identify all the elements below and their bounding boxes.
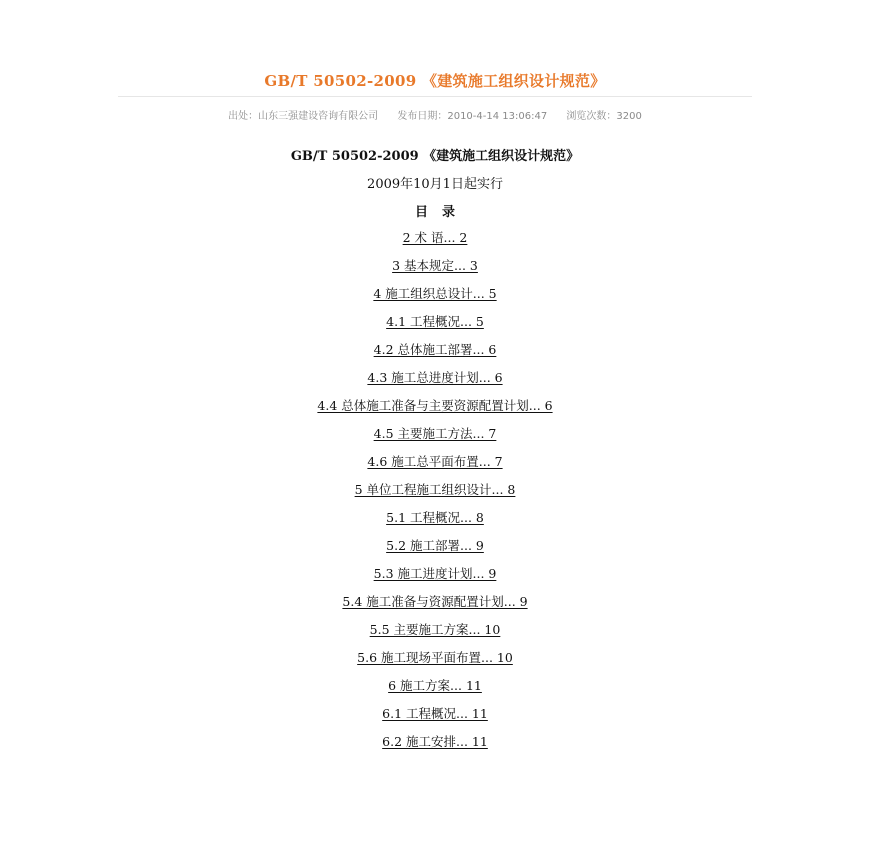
toc-link[interactable]: 6.1 工程概况... 11	[382, 706, 488, 721]
toc-heading: 目录	[414, 205, 469, 220]
toc-item	[0, 537, 870, 565]
toc-link[interactable]: 4.4 总体施工准备与主要资源配置计划... 6	[317, 398, 553, 413]
toc-link[interactable]: 4.1 工程概况... 5	[386, 314, 484, 329]
article-title: GB/T 50502-2009 《建筑施工组织设计规范》	[264, 72, 606, 90]
toc-item	[0, 425, 870, 453]
toc-item	[0, 341, 870, 369]
toc-link[interactable]: 6 施工方案... 11	[388, 678, 482, 693]
toc-item	[0, 453, 870, 481]
toc-item	[0, 285, 870, 313]
toc-link[interactable]: 5.2 施工部署... 9	[386, 538, 484, 553]
toc-link[interactable]: 5.4 施工准备与资源配置计划... 9	[342, 594, 528, 609]
toc-item	[0, 565, 870, 593]
toc-item	[0, 509, 870, 537]
toc-link[interactable]: 5.3 施工进度计划... 9	[373, 566, 497, 581]
meta-views: 浏览次数：3200	[566, 111, 642, 122]
article-meta	[0, 107, 870, 122]
toc-link[interactable]: 4.5 主要施工方法... 7	[373, 426, 497, 441]
header-divider	[118, 96, 752, 97]
toc-item	[0, 369, 870, 397]
document-title: GB/T 50502-2009 《建筑施工组织设计规范》	[290, 149, 580, 164]
table-of-contents	[0, 229, 870, 761]
meta-date: 发布日期：2010-4-14 13:06:47	[397, 111, 548, 122]
toc-link[interactable]: 5 单位工程施工组织设计... 8	[354, 482, 516, 497]
meta-source: 出处：山东三强建设咨询有限公司	[228, 111, 379, 122]
toc-item	[0, 649, 870, 677]
toc-item	[0, 621, 870, 649]
toc-item	[0, 229, 870, 257]
toc-item	[0, 397, 870, 425]
toc-link[interactable]: 3 基本规定... 3	[392, 258, 478, 273]
toc-link[interactable]: 2 术 语... 2	[402, 230, 468, 245]
toc-link[interactable]: 4.3 施工总进度计划... 6	[367, 370, 503, 385]
toc-link[interactable]: 4.2 总体施工部署... 6	[373, 342, 497, 357]
toc-item	[0, 677, 870, 705]
toc-link[interactable]: 5.6 施工现场平面布置... 10	[357, 650, 513, 665]
toc-item	[0, 733, 870, 761]
toc-item	[0, 481, 870, 509]
toc-item	[0, 313, 870, 341]
toc-item	[0, 705, 870, 733]
toc-item	[0, 257, 870, 285]
effective-date: 2009年10月1日起实行	[367, 177, 503, 192]
toc-link[interactable]: 4 施工组织总设计... 5	[373, 286, 497, 301]
toc-link[interactable]: 4.6 施工总平面布置... 7	[367, 454, 503, 469]
toc-item	[0, 593, 870, 621]
toc-link[interactable]: 5.1 工程概况... 8	[386, 510, 484, 525]
toc-link[interactable]: 6.2 施工安排... 11	[382, 734, 488, 749]
toc-link[interactable]: 5.5 主要施工方案... 10	[369, 622, 501, 637]
